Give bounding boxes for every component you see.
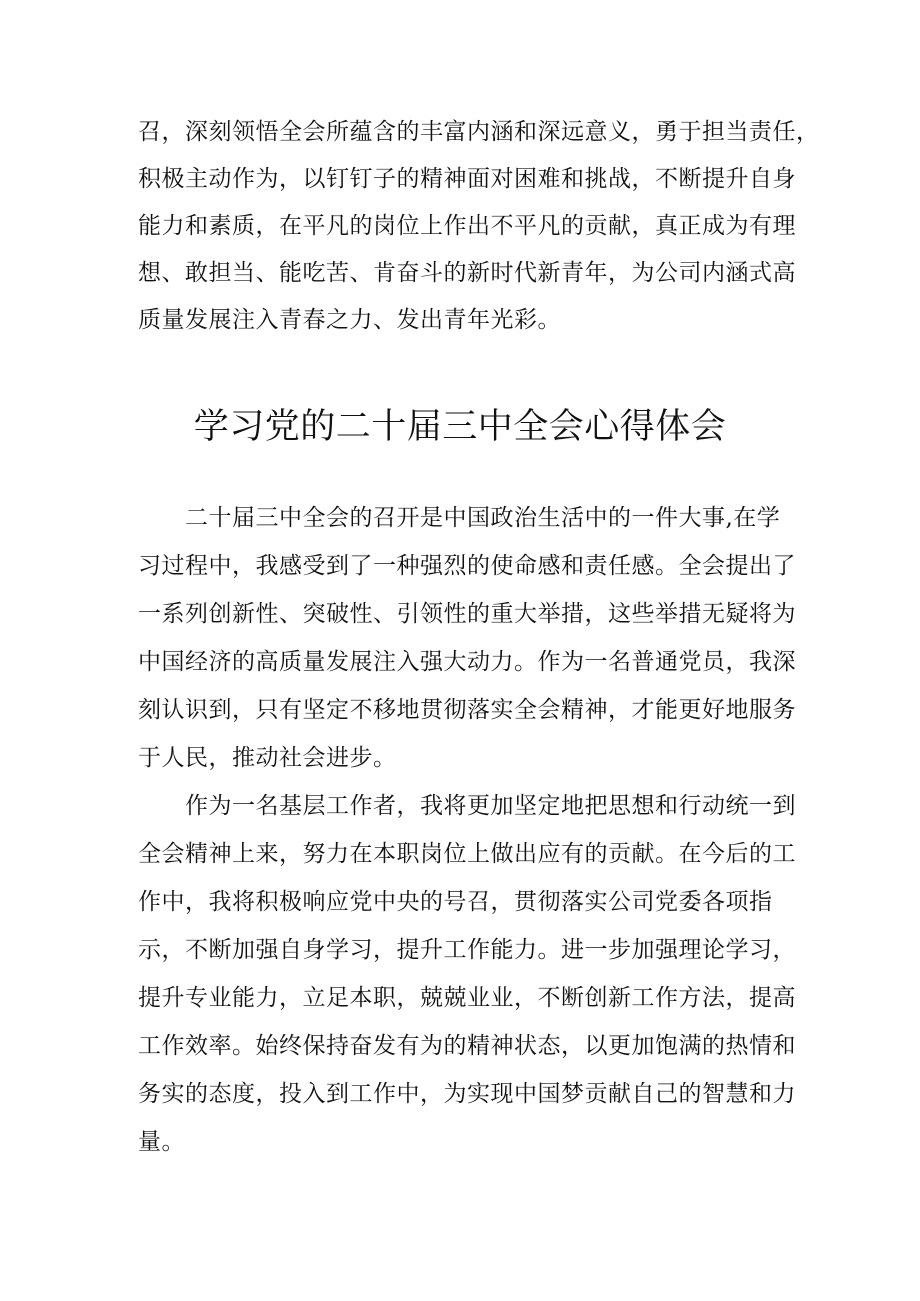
- paragraph-line: 中国经济的高质量发展注入强大动力。作为一名普通党员，我深: [138, 649, 796, 675]
- paragraph-line: 质量发展注入青春之力、发出青年光彩。: [138, 307, 561, 333]
- page-title: 学习党的二十届三中全会心得体会: [193, 407, 727, 447]
- paragraph-line: 想、敢担当、能吃苦、肯奋斗的新时代新青年，为公司内涵式高: [138, 260, 796, 286]
- paragraph-line: 示，不断加强自身学习，提升工作能力。进一步加强理论学习，: [138, 937, 796, 963]
- paragraph-line: 积极主动作为，以钉钉子的精神面对困难和挑战，不断提升自身: [138, 166, 796, 192]
- paragraph-line: 习过程中，我感受到了一种强烈的使命感和责任感。全会提出了: [138, 553, 796, 579]
- paragraph-line: 工作效率。始终保持奋发有为的精神状态，以更加饱满的热情和: [138, 1033, 796, 1059]
- paragraph-line: 召，深刻领悟全会所蕴含的丰富内涵和深远意义，勇于担当责任，: [138, 119, 820, 145]
- paragraph-line: 务实的态度，投入到工作中，为实现中国梦贡献自己的智慧和力: [138, 1081, 796, 1107]
- paragraph-line: 量。: [138, 1129, 185, 1155]
- paragraph-line: 作中，我将积极响应党中央的号召，贯彻落实公司党委各项指: [138, 889, 773, 915]
- paragraph-line: 能力和素质，在平凡的岗位上作出不平凡的贡献，真正成为有理: [138, 213, 796, 239]
- paragraph-line: 二十届三中全会的召开是中国政治生活中的一件大事,在学: [138, 505, 781, 531]
- paragraph-line: 一系列创新性、突破性、引领性的重大举措，这些举措无疑将为: [138, 601, 796, 627]
- paragraph-line: 于人民，推动社会进步。: [138, 745, 397, 771]
- paragraph-line: 提升专业能力，立足本职，兢兢业业，不断创新工作方法，提高: [138, 985, 796, 1011]
- paragraph-line: 刻认识到，只有坚定不移地贯彻落实全会精神，才能更好地服务: [138, 697, 796, 723]
- paragraph-line: 全会精神上来，努力在本职岗位上做出应有的贡献。在今后的工: [138, 841, 796, 867]
- paragraph-line: 作为一名基层工作者，我将更加坚定地把思想和行动统一到: [138, 793, 796, 819]
